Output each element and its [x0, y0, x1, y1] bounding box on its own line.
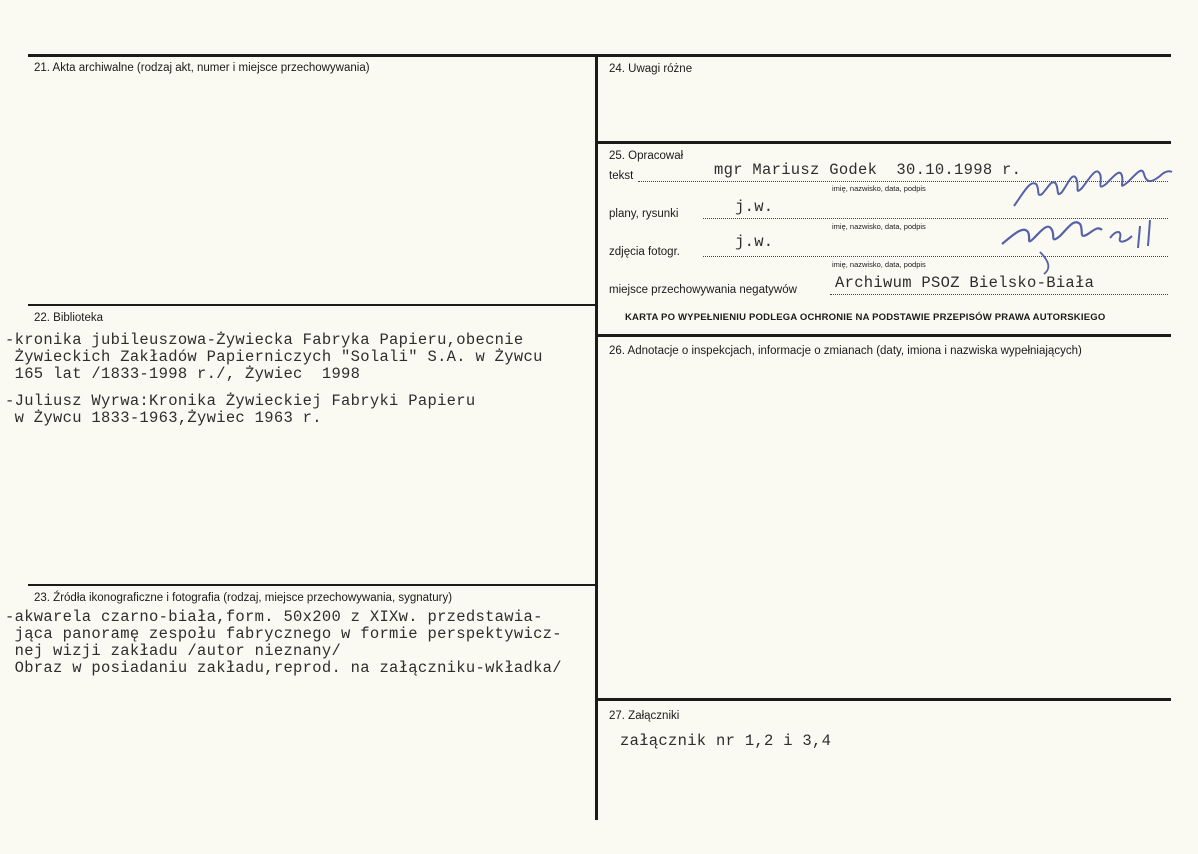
section-22-line: -kronika jubileuszowa-Żywiecka Fabryka Papieru,obecnie	[5, 331, 524, 349]
section-23-line: nej wizji zakładu /autor nieznany/	[5, 642, 342, 660]
zdjecia-hint: imię, nazwisko, data, podpis	[832, 260, 926, 269]
tekst-label: tekst	[609, 170, 634, 182]
rule-27	[598, 698, 1171, 701]
section-25-label: 25. Opracował	[609, 150, 684, 162]
section-23-label: 23. Źródła ikonograficzne i fotografia (rodzaj, miejsce przechowywania, sygnatury)	[34, 592, 453, 604]
section-27-value: załącznik nr 1,2 i 3,4	[620, 732, 832, 750]
section-26-label: 26. Adnotacje o inspekcjach, informacje o zmianach (daty, imiona i nazwiska wypełniających)	[609, 345, 1082, 357]
section-21-label: 21. Akta archiwalne (rodzaj akt, numer i miejsce przechowywania)	[34, 62, 370, 74]
section-22-label: 22. Biblioteka	[34, 312, 104, 324]
rule-22	[28, 304, 595, 306]
negatives-dotted-line	[830, 294, 1168, 295]
zdjecia-value: j.w.	[735, 233, 774, 251]
section-22-line: Żywieckich Zakładów Papierniczych "Solali" S.A. w Żywcu	[5, 348, 543, 366]
section-23-line: jąca panoramę zespołu fabrycznego w formie perspektywicz-	[5, 625, 562, 643]
copyright-warning: KARTA PO WYPEŁNIENIU PODLEGA OCHRONIE NA PODSTAWIE PRZEPISÓW PRAWA AUTORSKIEGO	[625, 312, 1106, 323]
negatives-value: Archiwum PSOZ Bielsko-Biała	[835, 274, 1095, 292]
plany-label: plany, rysunki	[609, 208, 679, 220]
negatives-label: miejsce przechowywania negatywów	[609, 284, 797, 296]
zdjecia-label: zdjęcia fotogr.	[609, 246, 680, 258]
section-24-label: 24. Uwagi różne	[609, 63, 693, 75]
signature-mark	[1010, 158, 1175, 214]
rule-23	[28, 584, 595, 586]
signature-mark	[998, 208, 1168, 278]
section-23-line: -akwarela czarno-biała,form. 50x200 z XIXw. przedstawia-	[5, 608, 543, 626]
section-23-line: Obraz w posiadaniu zakładu,reprod. na załączniku-wkładka/	[5, 659, 562, 677]
center-divider	[595, 54, 598, 820]
plany-hint: imię, nazwisko, data, podpis	[832, 222, 926, 231]
section-22-line: 165 lat /1833-1998 r./, Żywiec 1998	[5, 365, 361, 383]
tekst-hint: imię, nazwisko, data, podpis	[832, 184, 926, 193]
rule-25	[598, 141, 1171, 144]
section-27-label: 27. Załączniki	[609, 710, 680, 722]
tekst-value: mgr Mariusz Godek 30.10.1998 r.	[714, 161, 1022, 179]
section-22-line: w Żywcu 1833-1963,Żywiec 1963 r.	[5, 409, 322, 427]
section-22-line: -Juliusz Wyrwa:Kronika Żywieckiej Fabryki Papieru	[5, 392, 476, 410]
rule-26	[598, 334, 1171, 337]
top-rule	[28, 54, 1171, 57]
plany-value: j.w.	[735, 198, 774, 216]
